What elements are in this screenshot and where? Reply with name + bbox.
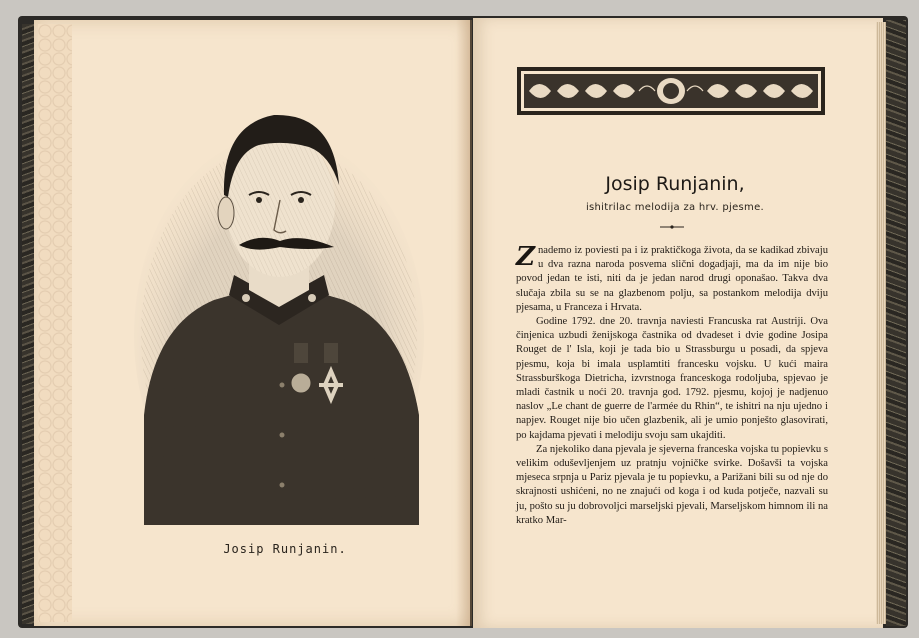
header-ornament [517, 67, 825, 115]
title-divider [660, 224, 684, 230]
drop-cap: Z [516, 242, 535, 272]
chapter-title: Josip Runjanin, [605, 173, 745, 195]
portrait-engraving [134, 85, 424, 525]
paragraph-1 [516, 244, 828, 315]
page-gutter [456, 20, 472, 626]
chapter-subtitle: ishitrilac melodija za hrv. pjesme. [585, 202, 765, 213]
paragraph-1-text: nademo iz poviesti pa i iz praktičkoga života, da se kadikad zbivaju u dva razna naroda posvema slični dogadjaji, ma da im nije bio povod jedan te isti, niti da je jedan narod drugi oponašao. Takva dva slučaja zbila su se na glazbenom polju, sa postankom melodija dviju pjesama, u Franceza i Hrvata. [516, 245, 828, 313]
portrait-caption: Josip Runjanin. [223, 542, 347, 556]
marbled-cover-edge-right [886, 20, 906, 626]
article-body [516, 244, 828, 528]
page-edges [876, 22, 886, 624]
paragraph-2: Godine 1792. dne 20. travnja naviesti Francuska rat Austriji. Ova činjenica uzbudi ženijskoga častnika od dvadeset i dvie godine Josipa Rouget de l' Isla, koji je tada bio u Strassburgu u posadi, da spjeva pjesmu, koja bi imala usplamtiti francesku vojsku. U kući maira Strassburškoga Dietricha, izvrstnoga franceskoga rodoljuba, spjevao je mladi častnik u noći 20. travnja god. 1792. pjesmu, kojoj je nadjenuo naslov „Le chant de guerre de l'armée du Rhin“, te ishitri na nju ujedno i napjev. Rouget nije bio učen glazbenik, ali je umio ponješto glasovirati, po kajdama pjevati i melodiju svoju sam ukajditi. [516, 316, 828, 441]
paragraph-3: Za njekoliko dana pjevala je sjeverna franceska vojska tu popievku s velikim oduševljenjem uz pratnju vojničke svirke. Došavši ta vojska mjeseca srpnja u Pariz pjevala je tu popievku, a Parižani bili su od nje do skrajnosti ushićeni, no ne znajući od koga i od kuda potječe, nazvali su ju, pošto su ju dobrovoljci marseljski pjevali, Marseljskom himnom ili na kratko Mar- [516, 443, 828, 526]
endpaper-strip [38, 24, 72, 622]
